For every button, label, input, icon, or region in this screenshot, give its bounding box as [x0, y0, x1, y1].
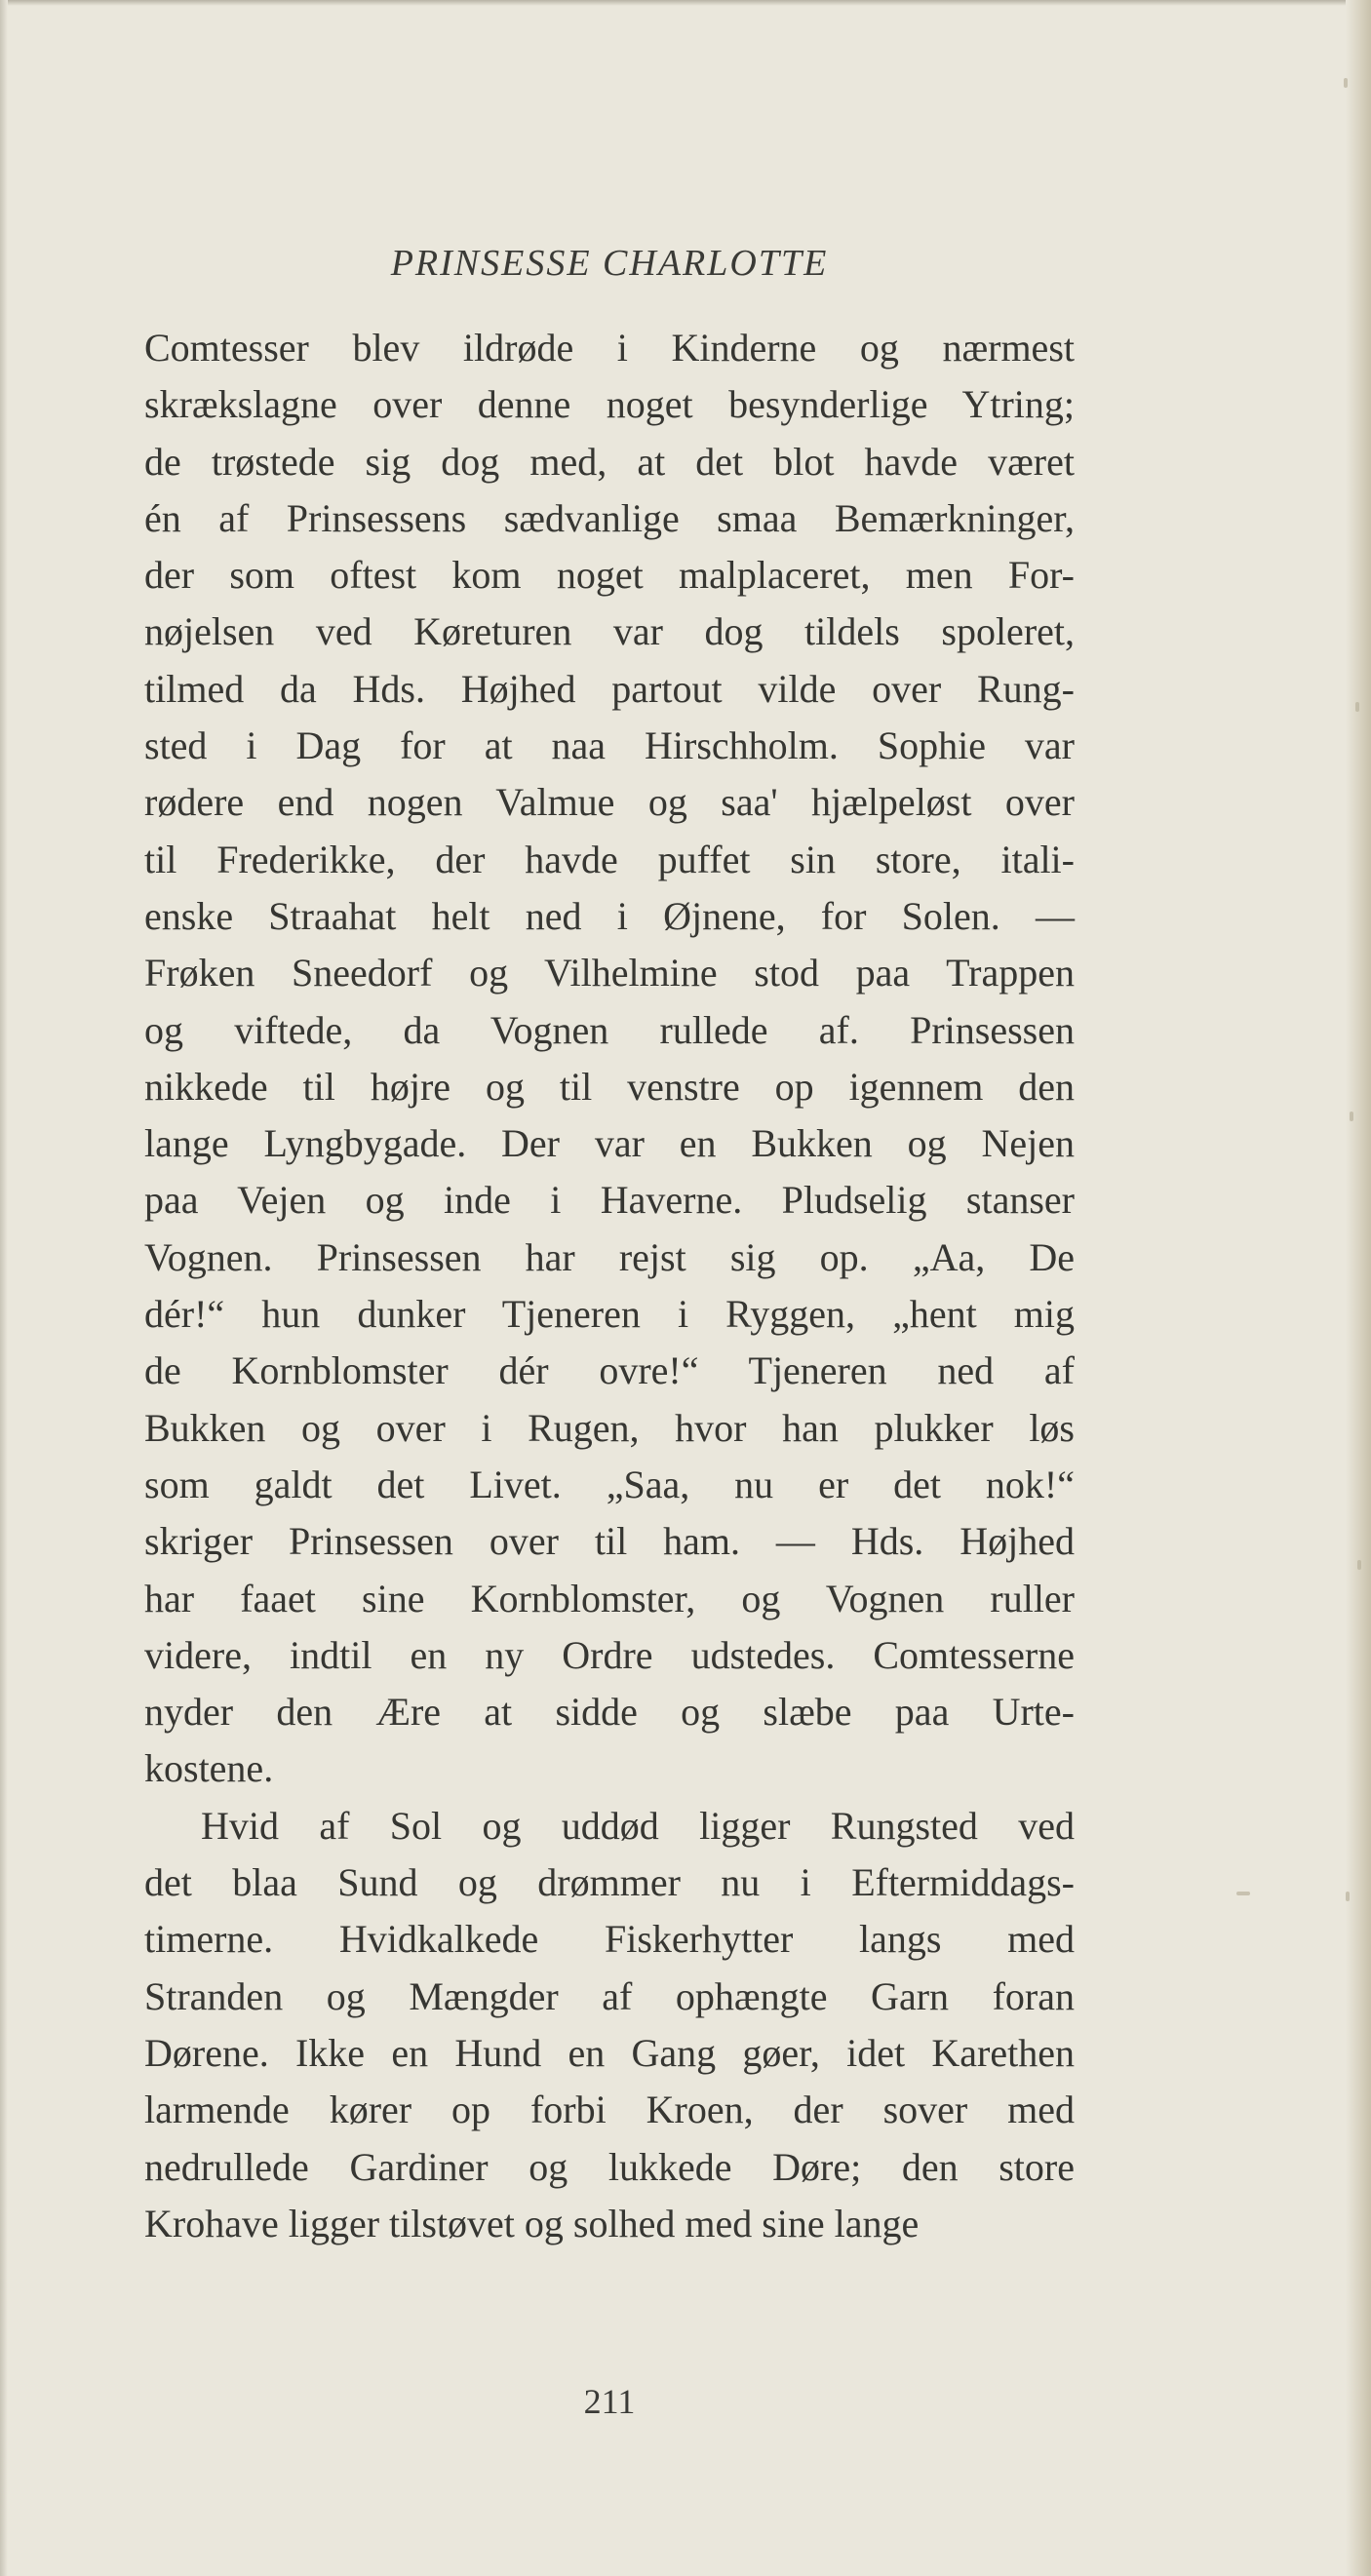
- text-line: timerne. Hvidkalkede Fiskerhytter langs med: [144, 1917, 1075, 1962]
- text-line: Dørene. Ikke en Hund en Gang gøer, idet Karethen: [144, 2030, 1075, 2075]
- text-line: Hvid af Sol og uddød ligger Rungsted ved: [201, 1803, 1075, 1848]
- text-line: nikkede til højre og til venstre op igennem den: [144, 1064, 1075, 1109]
- text-line: Comtesser blev ildrøde i Kinderne og nærmest: [144, 326, 1075, 370]
- text-line: paa Vejen og inde i Haverne. Pludselig stanser: [144, 1178, 1075, 1223]
- text-line: rødere end nogen Valmue og saa' hjælpeløst over: [144, 780, 1075, 825]
- text-line: sted i Dag for at naa Hirschholm. Sophie var: [144, 723, 1075, 768]
- text-line: som galdt det Livet. „Saa, nu er det nok!“: [144, 1462, 1075, 1506]
- paper-speck: [1350, 1112, 1353, 1121]
- paper-speck: [1236, 1892, 1250, 1895]
- paper-speck: [1344, 78, 1348, 88]
- text-line: har faaet sine Kornblomster, og Vognen ruller: [144, 1576, 1075, 1620]
- text-line: videre, indtil en ny Ordre udstedes. Comtesserne: [144, 1632, 1075, 1677]
- text-line: Frøken Sneedorf og Vilhelmine stod paa Trappen: [144, 951, 1075, 995]
- text-line: de Kornblomster dér ovre!“ Tjeneren ned af: [144, 1348, 1075, 1393]
- text-line: tilmed da Hds. Højhed partout vilde over Rung-: [144, 666, 1075, 711]
- text-line: skrækslagne over denne noget besynderlige Ytring;: [144, 382, 1075, 427]
- body-text: [144, 320, 1075, 2252]
- text-line: skriger Prinsessen over til ham. — Hds. Højhed: [144, 1519, 1075, 1564]
- text-line: enske Straahat helt ned i Øjnene, for Solen. —: [144, 893, 1075, 938]
- text-line: de trøstede sig dog med, at det blot havde været: [144, 439, 1075, 484]
- text-line: Bukken og over i Rugen, hvor han plukker løs: [144, 1405, 1075, 1450]
- page-left-edge: [0, 0, 8, 2576]
- text-line: kostene.: [144, 1746, 274, 1791]
- text-line: nøjelsen ved Køreturen var dog tildels spoleret,: [144, 609, 1075, 654]
- page-number: 211: [583, 2382, 636, 2421]
- page-top-edge: [0, 0, 1371, 6]
- paper-speck: [1357, 1560, 1361, 1570]
- paper-speck: [1346, 1892, 1350, 1901]
- text-line: Krohave ligger tilstøvet og solhed med sine lange: [144, 2201, 920, 2245]
- text-line: lange Lyngbygade. Der var en Bukken og Nejen: [144, 1121, 1075, 1166]
- text-line: Vognen. Prinsessen har rejst sig op. „Aa, De: [144, 1234, 1075, 1279]
- page-right-edge: [1346, 0, 1371, 2576]
- text-line: én af Prinsessens sædvanlige smaa Bemærkninger,: [144, 495, 1075, 540]
- text-line: larmende kører op forbi Kroen, der sover med: [144, 2088, 1075, 2132]
- paper-speck: [1355, 702, 1359, 712]
- text-line: til Frederikke, der havde puffet sin store, itali-: [144, 837, 1075, 881]
- text-line: der som oftest kom noget malplaceret, men For-: [144, 553, 1075, 598]
- text-line: dér!“ hun dunker Tjeneren i Ryggen, „hent mig: [144, 1292, 1075, 1337]
- text-line: nyder den Ære at sidde og slæbe paa Urte-: [144, 1690, 1075, 1735]
- text-line: Stranden og Mængder af ophængte Garn foran: [144, 1973, 1075, 2018]
- text-line: det blaa Sund og drømmer nu i Eftermiddags-: [144, 1860, 1075, 1905]
- running-head: PRINSESSE CHARLOTTE: [390, 243, 829, 284]
- text-line: nedrullede Gardiner og lukkede Døre; den store: [144, 2144, 1075, 2189]
- text-line: og viftede, da Vognen rullede af. Prinsessen: [144, 1007, 1075, 1052]
